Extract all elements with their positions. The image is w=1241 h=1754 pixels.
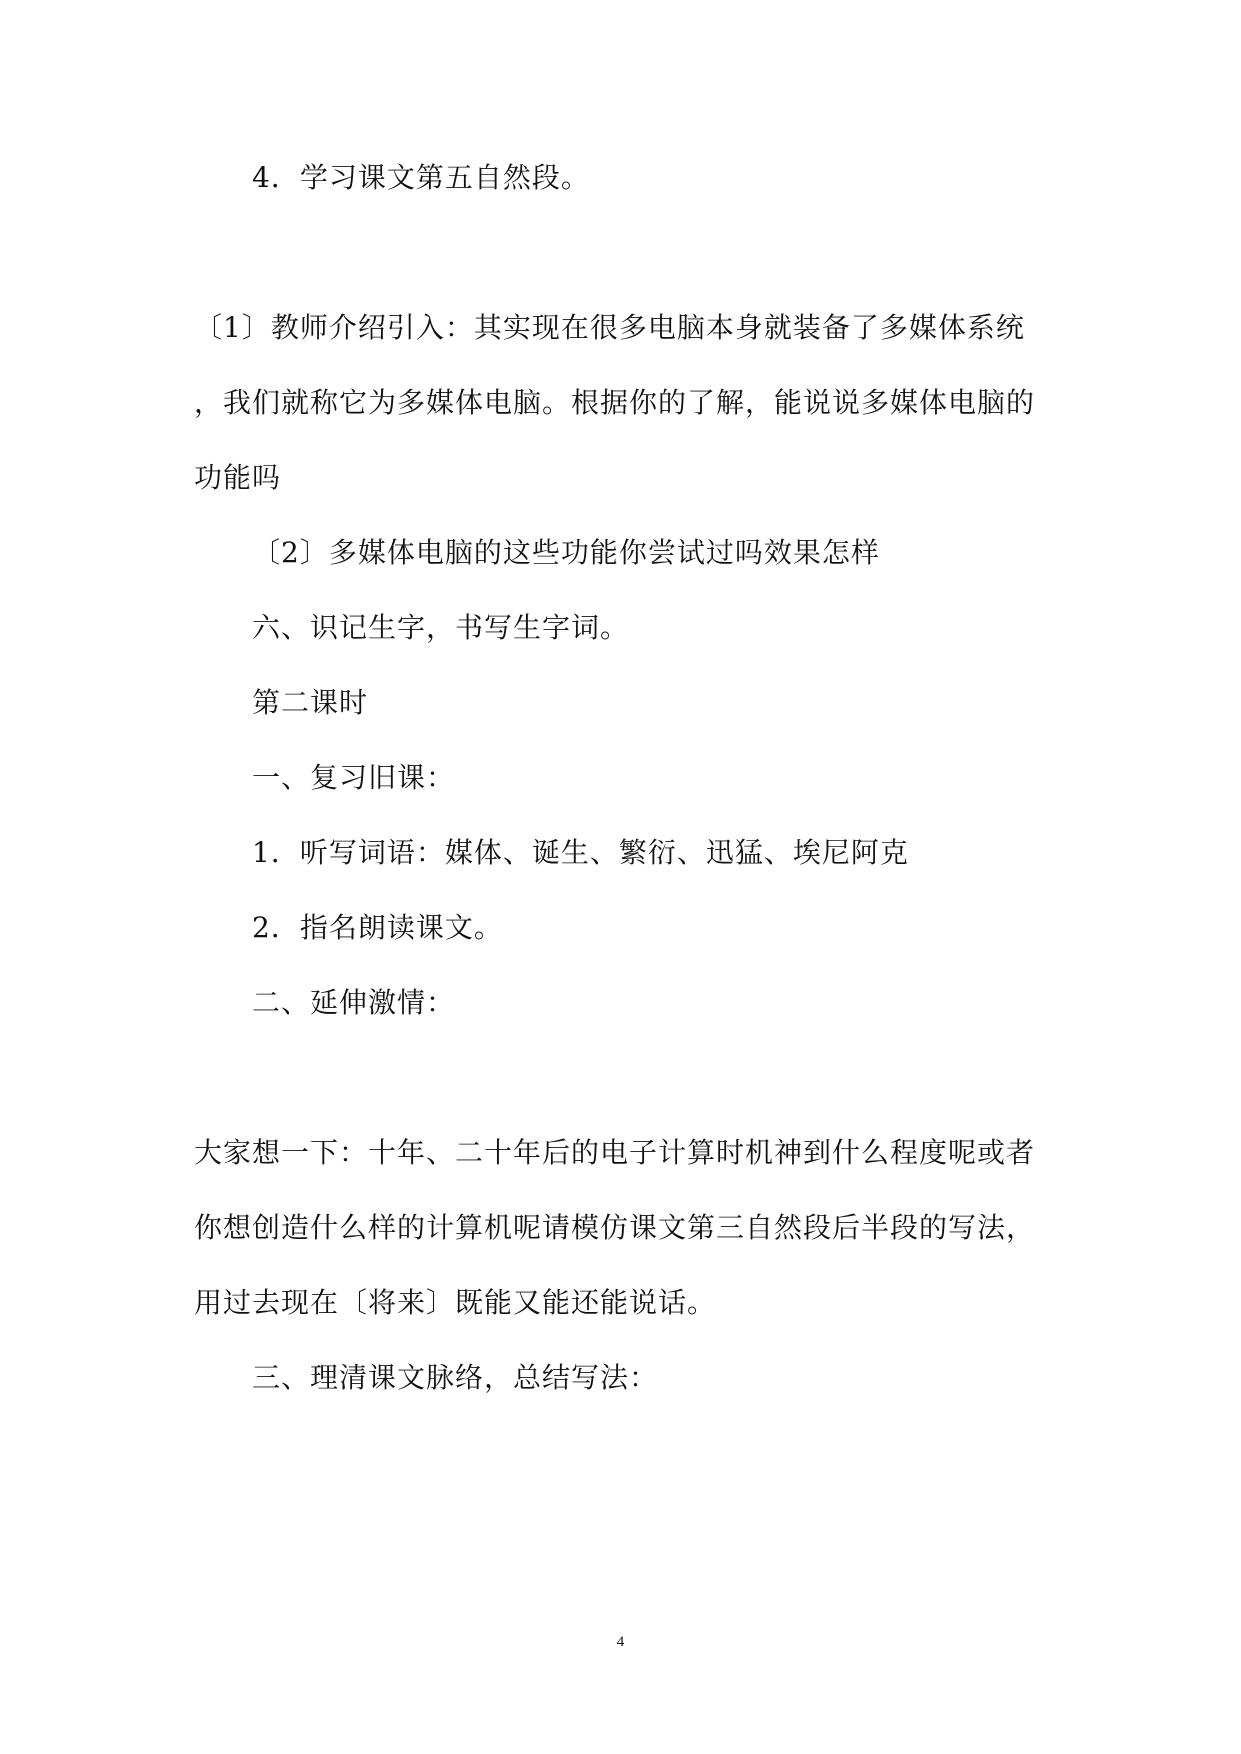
prompt-line-3: 用过去现在〔将来〕既能又能还能说话。 <box>194 1286 717 1319</box>
section-6-heading: 六、识记生字，书写生字词。 <box>252 611 630 644</box>
review-heading: 一、复习旧课： <box>252 761 456 794</box>
item-1-line-2: ，我们就称它为多媒体电脑。根据你的了解，能说说多媒体电脑的 <box>194 386 1036 419</box>
prompt-line-1: 大家想一下：十年、二十年后的电子计算时机神到什么程度呢或者 <box>194 1136 1036 1169</box>
item-2-line: 〔2〕多媒体电脑的这些功能你尝试过吗效果怎样 <box>252 536 880 569</box>
page-number: 4 <box>616 1634 625 1650</box>
dictation-item: 1．听写词语：媒体、诞生、繁衍、迅猛、埃尼阿克 <box>252 836 909 869</box>
item-1-line-3: 功能吗 <box>194 461 282 494</box>
reading-item: 2．指名朗读课文。 <box>252 911 503 944</box>
item-1-line-1: 〔1〕教师介绍引入：其实现在很多电脑本身就装备了多媒体系统 <box>194 311 1025 344</box>
prompt-line-2: 你想创造什么样的计算机呢请模仿课文第三自然段后半段的写法， <box>194 1211 1036 1244</box>
step-4-heading: 4．学习课文第五自然段。 <box>252 161 590 194</box>
extension-heading: 二、延伸激情： <box>252 986 456 1019</box>
lesson-2-heading: 第二课时 <box>252 686 369 719</box>
summary-heading: 三、理清课文脉络，总结写法： <box>252 1361 659 1394</box>
